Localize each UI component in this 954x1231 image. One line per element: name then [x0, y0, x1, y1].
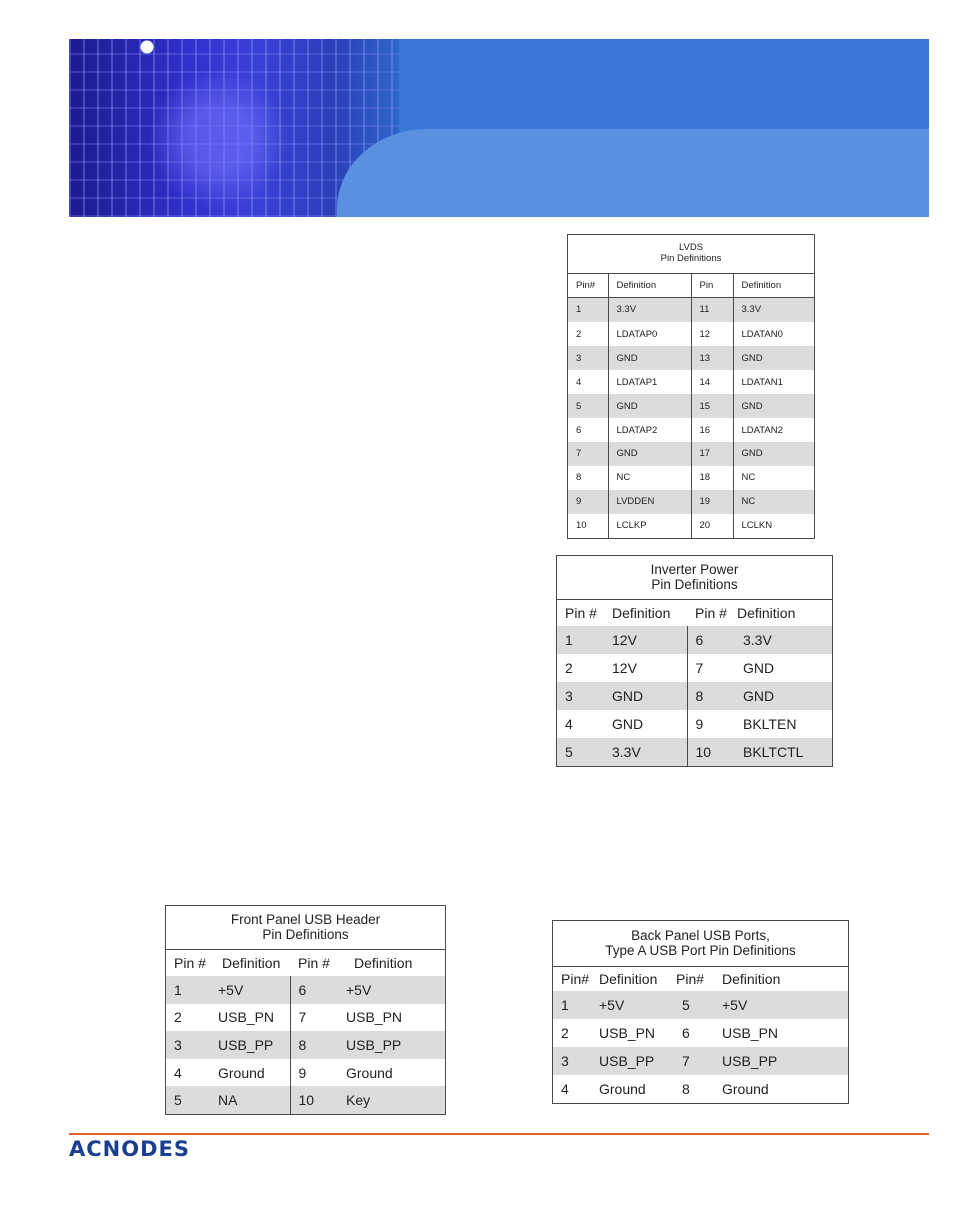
- cell: GND: [743, 660, 775, 676]
- cell: +5V: [591, 991, 668, 1019]
- cell: GND: [608, 394, 691, 418]
- front-usb-subtitle: Pin Definitions: [262, 927, 349, 943]
- cell: 3: [557, 682, 604, 710]
- cell: 15: [691, 394, 733, 418]
- cell: Ground: [346, 1064, 393, 1081]
- inverter-header-definition: Definition: [612, 604, 671, 621]
- table-row: [568, 297, 814, 322]
- back-panel-usb-pin-table: [552, 920, 849, 1104]
- front-usb-title: Front Panel USB Header: [230, 911, 381, 927]
- inverter-header-pin: Pin #: [565, 604, 597, 621]
- cell: USB_PN: [599, 1025, 656, 1041]
- cell: 19: [691, 490, 733, 514]
- cell: 4: [568, 370, 608, 394]
- front-usb-header-pin: Pin #: [298, 954, 330, 971]
- cell: 13: [691, 346, 733, 370]
- cell: 9: [298, 1064, 307, 1081]
- table-row: [553, 1019, 848, 1047]
- cell: Ground: [599, 1081, 646, 1097]
- cell: USB_PP: [338, 1031, 445, 1059]
- cell: 12V: [604, 626, 687, 654]
- lvds-title: LVDS: [678, 241, 704, 253]
- cell: 12V: [604, 654, 687, 682]
- cell: 3.3V: [733, 297, 814, 322]
- cell: LCLKN: [741, 520, 773, 532]
- cell: 8: [682, 1081, 690, 1097]
- table-row: [568, 346, 814, 370]
- cell: 2: [174, 1009, 182, 1026]
- back-usb-header-pin: Pin#: [561, 970, 590, 987]
- cell: +5V: [338, 976, 445, 1004]
- table-row: [557, 682, 832, 710]
- inverter-title: Inverter Power: [650, 561, 739, 577]
- banner-swoosh: [337, 129, 929, 217]
- table-row: [166, 1031, 445, 1059]
- cell: 7: [298, 1009, 307, 1026]
- cell: +5V: [210, 976, 290, 1004]
- cell: NC: [608, 466, 691, 490]
- cell: GND: [608, 442, 691, 466]
- cell: 9: [568, 490, 608, 514]
- cell: USB_PN: [346, 1009, 403, 1026]
- cell: 8: [687, 682, 735, 710]
- cell: NA: [210, 1086, 290, 1114]
- cell: 17: [691, 442, 733, 466]
- cell: GND: [735, 682, 832, 710]
- cell: 5: [557, 738, 604, 766]
- cell: LDATAP0: [608, 322, 691, 346]
- cell: 6: [568, 418, 608, 442]
- cell: 4: [561, 1081, 569, 1097]
- cell: 3: [568, 346, 608, 370]
- inverter-header-definition: Definition: [737, 604, 796, 621]
- table-row: [568, 466, 814, 490]
- back-usb-caption: [553, 921, 848, 966]
- table-row: [568, 370, 814, 394]
- cell: 3.3V: [608, 297, 691, 322]
- cell: 16: [691, 418, 733, 442]
- cell: Ground: [722, 1081, 769, 1097]
- cell: BKLTCTL: [735, 738, 832, 766]
- acnodes-logo: ACNODES: [69, 1137, 190, 1161]
- cell: NC: [741, 472, 756, 484]
- lvds-header-pin: Pin#: [568, 273, 608, 297]
- cell: USB_PN: [210, 1004, 290, 1032]
- cell: LDATAN2: [741, 424, 783, 436]
- cell: NC: [733, 490, 814, 514]
- cell: 1: [166, 976, 210, 1004]
- lvds-pin-table: [567, 234, 815, 539]
- table-row: [557, 738, 832, 766]
- table-row: [568, 442, 814, 466]
- table-row: [568, 418, 814, 442]
- header-banner: [69, 39, 929, 217]
- cell: 10: [568, 514, 608, 538]
- cell: 1: [557, 626, 604, 654]
- lvds-subtitle: Pin Definitions: [660, 252, 722, 264]
- cell: 8: [568, 466, 608, 490]
- cell: 6: [682, 1025, 690, 1041]
- cell: 5: [166, 1086, 210, 1114]
- cell: GND: [733, 394, 814, 418]
- cell: 1: [568, 297, 608, 322]
- cell: LVDDEN: [608, 490, 691, 514]
- cell: 3: [553, 1047, 591, 1075]
- cell: 9: [695, 716, 704, 732]
- table-row: [553, 1047, 848, 1075]
- table-row: [166, 976, 445, 1004]
- table-row: [166, 1059, 445, 1087]
- lvds-header-pin: Pin: [691, 273, 733, 297]
- cell: 4: [174, 1064, 182, 1081]
- lvds-header-definition: Definition: [733, 273, 814, 297]
- cell: 3.3V: [604, 738, 687, 766]
- back-usb-title: Back Panel USB Ports,: [631, 927, 770, 943]
- front-usb-header-pin: Pin #: [174, 954, 206, 971]
- cell: 7: [695, 660, 704, 676]
- table-row: [557, 654, 832, 682]
- table-row: [166, 1086, 445, 1114]
- cell: LDATAN1: [741, 376, 783, 388]
- cell: GND: [733, 442, 814, 466]
- cell: GND: [604, 710, 687, 738]
- cell: LCLKP: [608, 514, 691, 538]
- lvds-header-definition: Definition: [608, 273, 691, 297]
- cell: LDATAP1: [608, 370, 691, 394]
- inverter-caption: [557, 556, 832, 599]
- table-row: [553, 1075, 848, 1103]
- inverter-header-pin: Pin #: [695, 604, 727, 621]
- cell: 3: [166, 1031, 210, 1059]
- cell: Key: [338, 1086, 445, 1114]
- front-usb-caption: [166, 906, 445, 949]
- cell: 5: [568, 394, 608, 418]
- back-usb-header-definition: Definition: [722, 970, 781, 987]
- cell: +5V: [714, 991, 848, 1019]
- front-panel-usb-pin-table: [165, 905, 446, 1115]
- cell: 7: [568, 442, 608, 466]
- cell: 11: [691, 297, 733, 322]
- inverter-subtitle: Pin Definitions: [651, 577, 738, 593]
- cell: 12: [691, 322, 733, 346]
- cell: 6: [687, 626, 735, 654]
- cell: USB_PP: [591, 1047, 668, 1075]
- footer-divider: [69, 1133, 929, 1135]
- table-row: [568, 394, 814, 418]
- cell: 10: [290, 1086, 338, 1114]
- cell: 3.3V: [735, 626, 832, 654]
- cell: 2: [561, 1025, 569, 1041]
- cell: 7: [668, 1047, 714, 1075]
- cell: 2: [568, 322, 608, 346]
- table-row: [568, 514, 814, 538]
- table-row: [553, 991, 848, 1019]
- cell: GND: [733, 346, 814, 370]
- cell: BKLTEN: [743, 716, 797, 732]
- cell: 1: [553, 991, 591, 1019]
- cell: 14: [691, 370, 733, 394]
- table-row: [568, 322, 814, 346]
- cell: LDATAP2: [608, 418, 691, 442]
- cell: Ground: [210, 1059, 290, 1087]
- lvds-caption: [568, 235, 814, 273]
- table-row: [568, 490, 814, 514]
- cell: 20: [691, 514, 733, 538]
- cell: USB_PP: [210, 1031, 290, 1059]
- cell: 18: [691, 466, 733, 490]
- back-usb-header-pin: Pin#: [676, 970, 705, 987]
- cell: 4: [565, 716, 573, 732]
- table-row: [166, 1004, 445, 1032]
- inverter-power-pin-table: [556, 555, 833, 767]
- front-usb-header-definition: Definition: [222, 954, 281, 971]
- cell: GND: [604, 682, 687, 710]
- cell: USB_PN: [722, 1025, 779, 1041]
- cell: 5: [668, 991, 714, 1019]
- front-usb-header-definition: Definition: [354, 954, 413, 971]
- cell: 6: [290, 976, 338, 1004]
- cell: 2: [565, 660, 573, 676]
- table-row: [557, 626, 832, 654]
- cell: LDATAN0: [741, 328, 783, 340]
- cell: 10: [687, 738, 735, 766]
- table-row: [557, 710, 832, 738]
- back-usb-subtitle: Type A USB Port Pin Definitions: [605, 943, 796, 959]
- cell: 8: [290, 1031, 338, 1059]
- back-usb-header-definition: Definition: [599, 970, 658, 987]
- cell: USB_PP: [714, 1047, 848, 1075]
- cell: GND: [608, 346, 691, 370]
